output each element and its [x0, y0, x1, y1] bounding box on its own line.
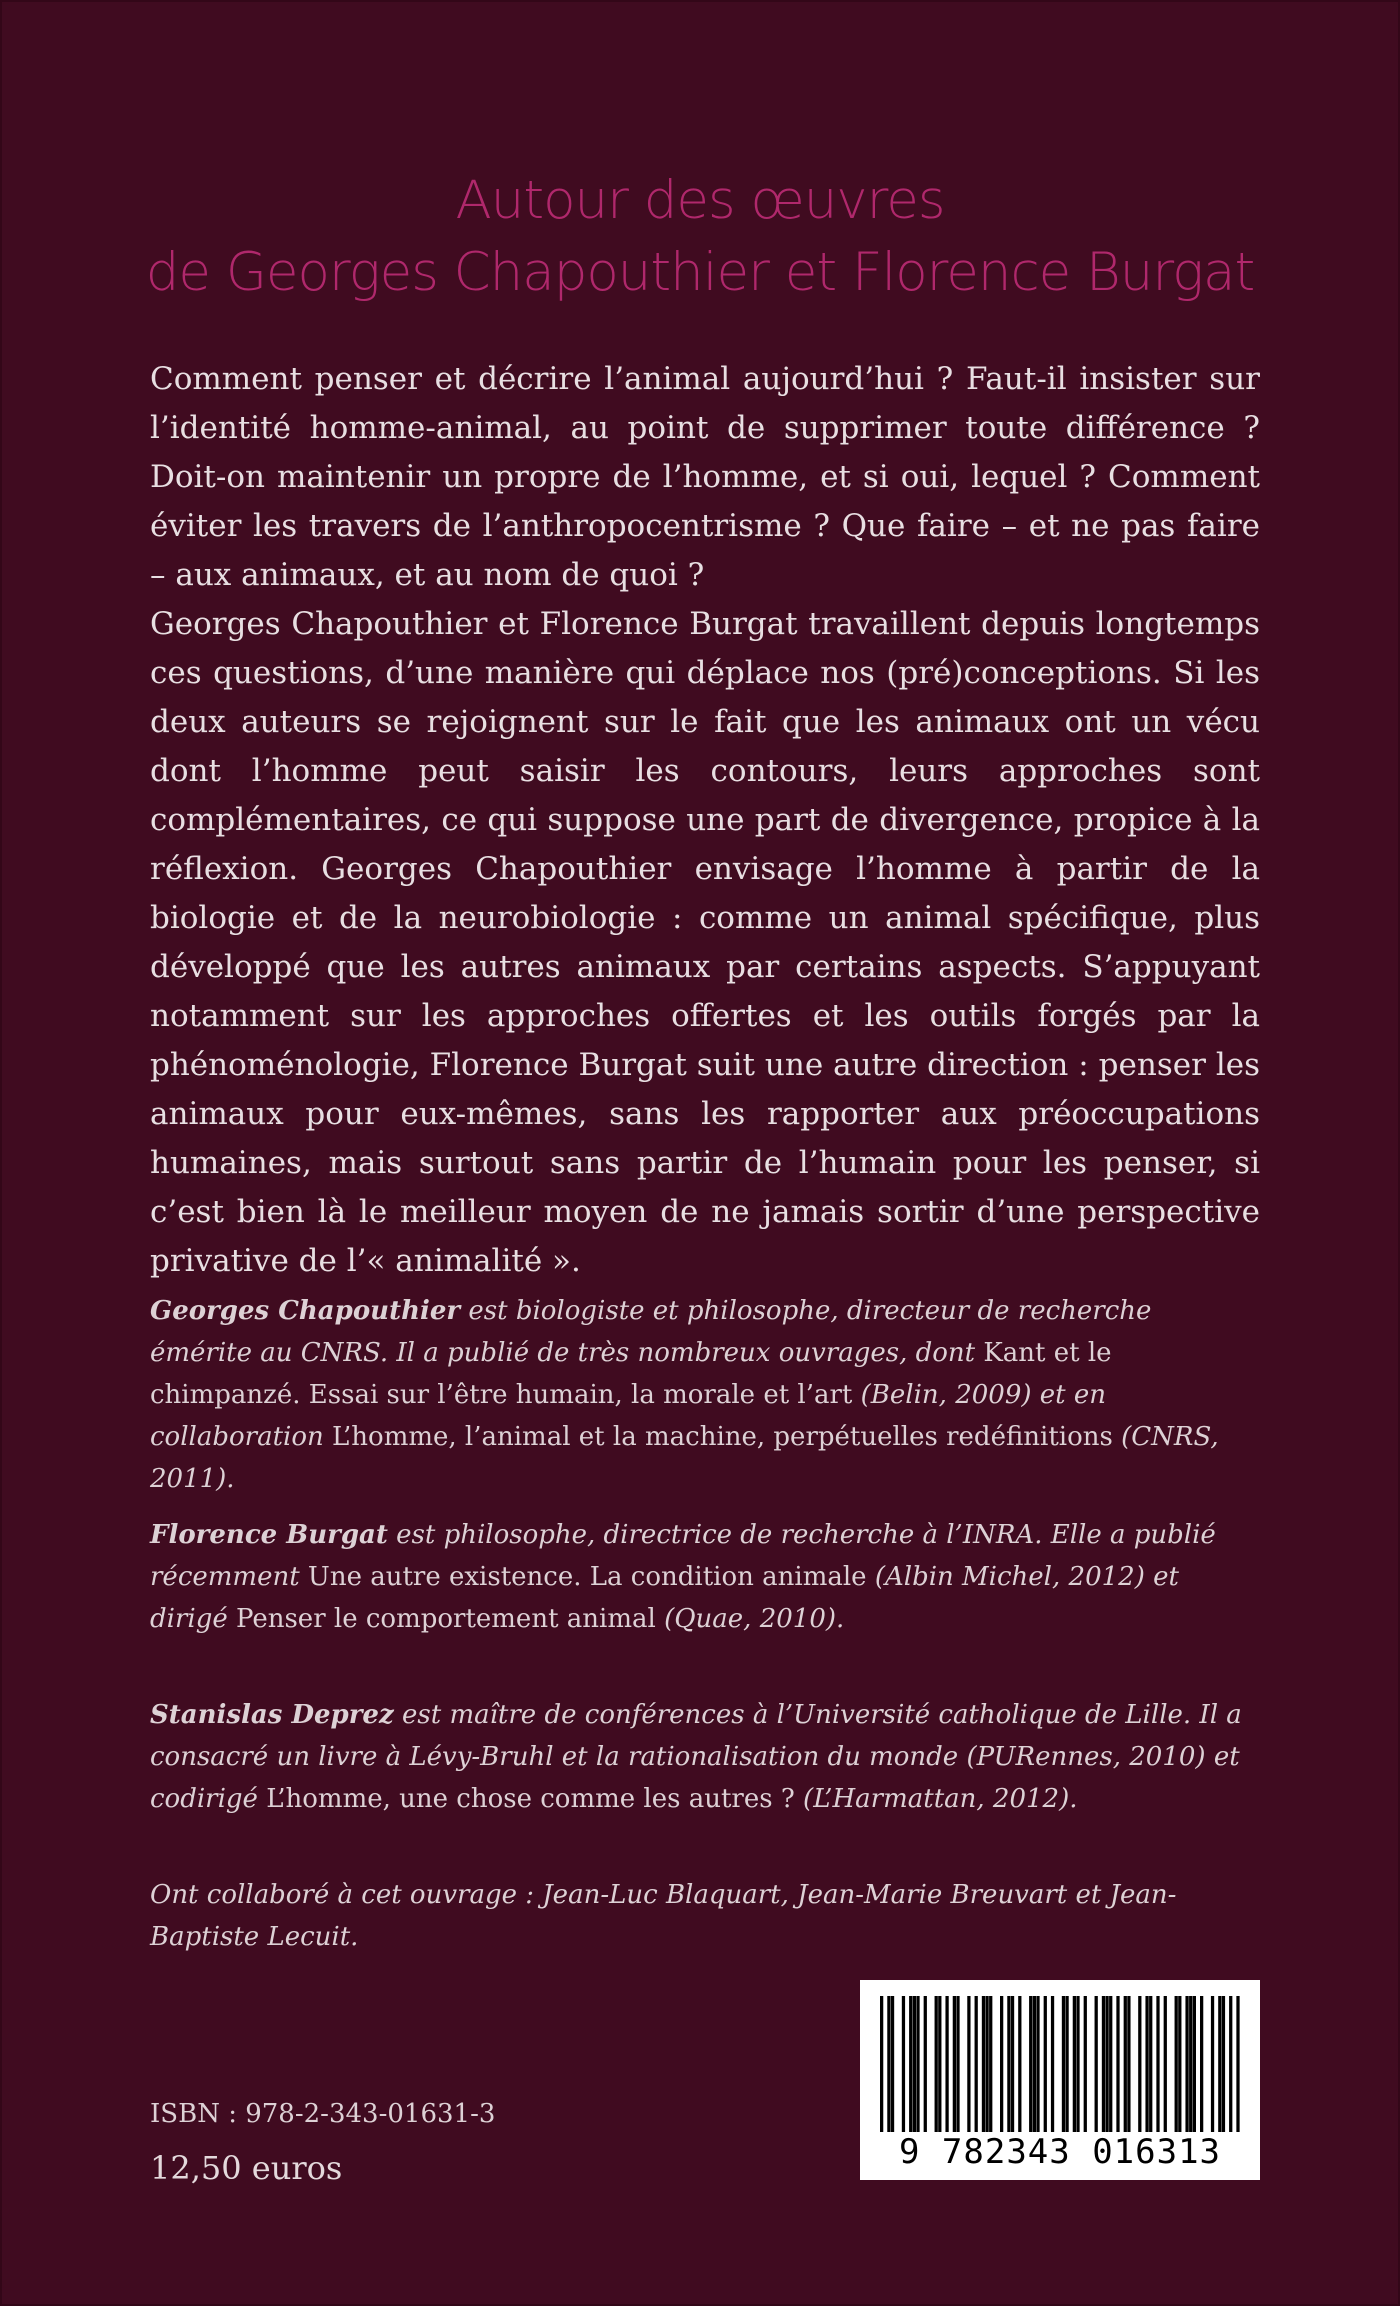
barcode-bar: [1011, 1996, 1014, 2132]
barcode-bar: [938, 1996, 941, 2132]
barcode-bar: [953, 1996, 956, 2132]
barcode-bar: [975, 1996, 978, 2132]
bio-text: (L’Harmattan, 2012).: [794, 1784, 1078, 1814]
barcode-bar: [887, 1996, 890, 2132]
barcode-bar: [1200, 1996, 1203, 2132]
price: 12,50 euros: [150, 2149, 343, 2187]
bio-text: (CNRS, 2011).: [150, 1422, 1219, 1494]
bio-text: (Quae, 2010).: [655, 1604, 845, 1634]
book-title: Penser le comportement animal: [236, 1604, 656, 1634]
barcode-bar: [945, 1996, 948, 2132]
barcode: [860, 1980, 1260, 2180]
barcode-digits: 9 782343 016313: [898, 2132, 1222, 2172]
barcode-bar: [1175, 1996, 1178, 2132]
bio-text: est philosophe, directrice de recherche à l’INRA. Elle a publié récemment: [150, 1520, 1216, 1592]
barcode-bar: [1145, 1996, 1148, 2132]
barcode-bars: [880, 1996, 1240, 2132]
collaborators-text: Ont collaboré à cet ouvrage : Jean-Luc Blaquart, Jean-Marie Breuvart et Jean-Baptiste Lecuit.: [150, 1880, 1177, 1952]
bio-name: Florence Burgat: [150, 1520, 388, 1550]
barcode-bar: [985, 1996, 988, 2132]
barcode-bar: [1229, 1996, 1232, 2132]
barcode-bar: [982, 1996, 985, 2132]
book-title: L’homme, une chose comme les autres ?: [266, 1784, 795, 1814]
barcode-bar: [1095, 1996, 1098, 2132]
barcode-bar: [1127, 1996, 1130, 2132]
barcode-bar: [924, 1996, 927, 2132]
collaborators-note: [150, 1874, 1260, 1958]
barcode-bar: [1073, 1996, 1076, 2132]
barcode-bar: [1218, 1996, 1221, 2132]
title-line-2: de Georges Chapouthier et Florence Burgat: [145, 242, 1255, 303]
barcode-bar: [1211, 1996, 1214, 2132]
bio-text: (Belin, 2009) et en collaboration: [150, 1380, 1107, 1452]
book-title: Kant et le chimpanzé. Essai sur l’être humain, la morale et l’art: [150, 1338, 1112, 1410]
book-title: Une autre existence. La condition animale: [307, 1562, 867, 1592]
barcode-bar: [967, 1996, 970, 2132]
bio-name: Georges Chapouthier: [150, 1296, 461, 1326]
barcode-bar: [1036, 1996, 1039, 2132]
bio-burgat: [150, 1514, 1260, 1640]
barcode-bar: [935, 1996, 938, 2132]
barcode-bar: [1007, 1996, 1010, 2132]
barcode-bar: [902, 1996, 905, 2132]
blurb: [150, 355, 1260, 1286]
barcode-bar: [1149, 1996, 1152, 2132]
barcode-bar: [1124, 1996, 1127, 2132]
bio-text: est maître de conférences à l’Université catholique de Lille. Il a consacré un livre à Lévy-Bruhl et la rationalisation du monde (PURennes, 2010) et codirigé: [150, 1700, 1242, 1814]
barcode-bar: [1185, 1996, 1188, 2132]
blurb-paragraph-1: Comment penser et décrire l’animal aujourd’hui ? Faut-il insister sur l’identité homme-animal, au point de supprimer toute différence ? Doit-on maintenir un propre de l’homme, et si oui, lequel ? Comment éviter les travers de l’anthropocentrisme ? Que faire – et ne pas faire – aux animaux, et au nom de quoi ?: [150, 361, 1260, 593]
barcode-bar: [891, 1996, 894, 2132]
barcode-bar: [1000, 1996, 1003, 2132]
barcode-bar: [916, 1996, 919, 2132]
barcode-bar: [1164, 1996, 1167, 2132]
blurb-paragraph-2: Georges Chapouthier et Florence Burgat travaillent depuis longtemps ces questions, d’une manière qui déplace nos (pré)conceptions. Si les deux auteurs se rejoignent sur le fait que les animaux ont un vécu dont l’homme peut saisir les contours, leurs approches sont complémentaires, ce qui suppose une part de divergence, propice à la réflexion. Georges Chapouthier envisage l’homme à partir de la biologie et de la neurobiologie : comme un animal spécifique, plus développé que les autres animaux par certains aspects. S’appuyant notamment sur les approches offertes et les outils forgés par la phénoménologie, Florence Burgat suit une autre direction : penser les animaux pour eux-mêmes, sans les rapporter aux préoccupations humaines, mais surtout sans partir de l’humain pour les penser, si c’est bien là le meilleur moyen de ne jamais sortir d’une perspective privative de l’« animalité ».: [150, 606, 1260, 1279]
title-line-1: Autour des œuvres: [455, 170, 945, 231]
barcode-bar: [1029, 1996, 1032, 2132]
barcode-bar: [1033, 1996, 1036, 2132]
bio-deprez: [150, 1694, 1260, 1820]
barcode-bar: [989, 1996, 992, 2132]
cover-title: [0, 165, 1400, 309]
barcode-bar: [1018, 1996, 1021, 2132]
barcode-bar: [1156, 1996, 1159, 2132]
bio-name: Stanislas Deprez: [150, 1700, 394, 1730]
barcode-bar: [1051, 1996, 1054, 2132]
barcode-bar: [1178, 1996, 1181, 2132]
barcode-bar: [1236, 1996, 1239, 2132]
bio-chapouthier: [150, 1290, 1260, 1500]
barcode-bar: [1076, 1996, 1079, 2132]
barcode-bar: [1084, 1996, 1087, 2132]
barcode-bar: [956, 1996, 959, 2132]
barcode-bar: [1102, 1996, 1105, 2132]
bio-text: est biologiste et philosophe, directeur de recherche émérite au CNRS. Il a publié de très nombreux ouvrages, dont: [150, 1296, 1152, 1368]
barcode-bar: [913, 1996, 916, 2132]
isbn: ISBN : 978-2-343-01631-3: [150, 2099, 496, 2129]
barcode-bar: [1193, 1996, 1196, 2132]
bio-text: (Albin Michel, 2012) et dirigé: [150, 1562, 1179, 1634]
barcode-bar: [1189, 1996, 1192, 2132]
barcode-bar: [1138, 1996, 1141, 2132]
barcode-bar: [1065, 1996, 1068, 2132]
barcode-bar: [1062, 1996, 1065, 2132]
barcode-bar: [1044, 1996, 1047, 2132]
barcode-bar: [1222, 1996, 1225, 2132]
barcode-bar: [1109, 1996, 1112, 2132]
barcode-bar: [880, 1996, 883, 2132]
barcode-bar: [1105, 1996, 1108, 2132]
book-title: L’homme, l’animal et la machine, perpétuelles redéfinitions: [332, 1422, 1113, 1452]
barcode-bar: [909, 1996, 912, 2132]
barcode-bar: [1116, 1996, 1119, 2132]
